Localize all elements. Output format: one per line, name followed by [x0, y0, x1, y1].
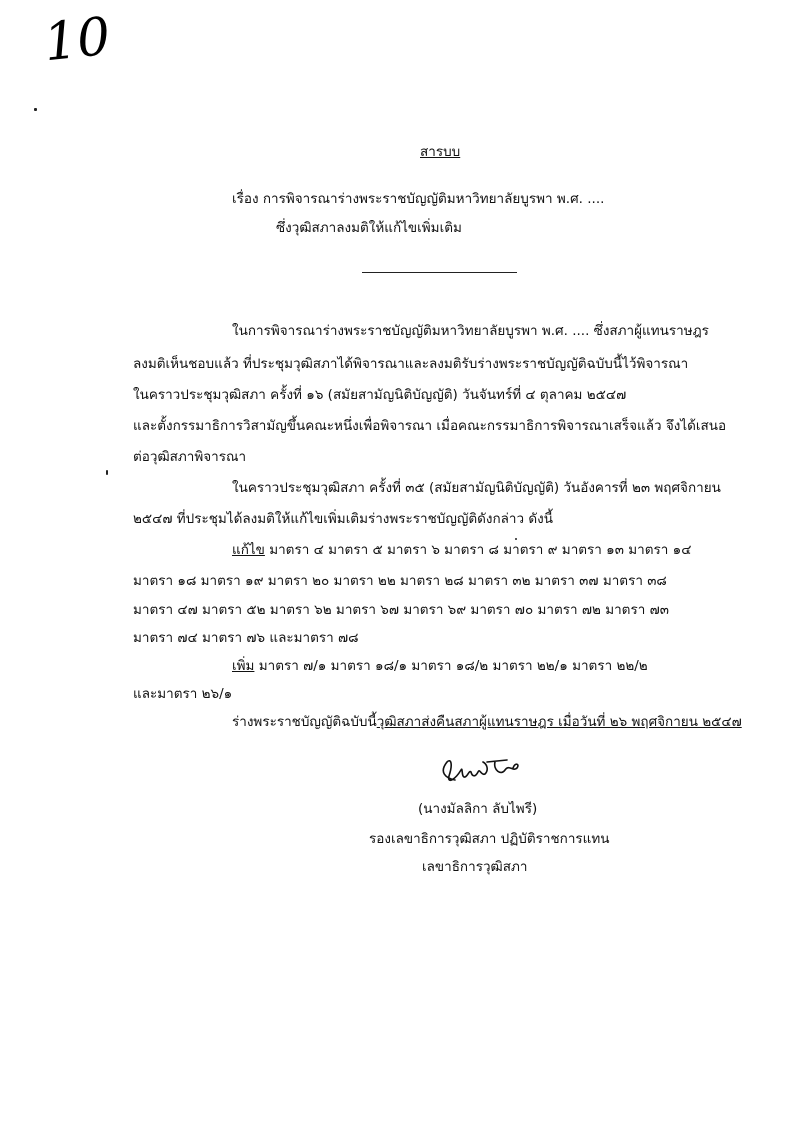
add-label: เพิ่ม: [232, 658, 255, 674]
paragraph-2-line-2: ๒๕๔๗ ที่ประชุมได้ลงมติให้แก้ไขเพิ่มเติมร่างพระราชบัญญัติดังกล่าว ดังนี้: [133, 511, 553, 527]
additions-line-1: [232, 660, 648, 674]
closing-underlined: วุฒิสภาส่งคืนสภาผู้แทนราษฎร เมื่อวันที่ ๒๖ พฤศจิกายน ๒๕๔๗: [376, 714, 742, 730]
closing-prefix: ร่างพระราชบัญญัติฉบับนี้: [232, 714, 377, 730]
paragraph-1-line-1: ในการพิจารณาร่างพระราชบัญญัติมหาวิทยาลัยบูรพา พ.ศ. .... ซึ่งสภาผู้แทนราษฎร: [232, 323, 709, 339]
subject-line-2: ซึ่งวุฒิสภาลงมติให้แก้ไขเพิ่มเติม: [276, 220, 462, 236]
amendments-line-1: [232, 544, 691, 558]
amend-sections-1: มาตรา ๔ มาตรา ๕ มาตรา ๖ มาตรา ๘ มาตรา ๙ มาตรา ๑๓ มาตรา ๑๔: [264, 542, 692, 558]
scan-speck: [34, 108, 37, 111]
signatory-name: (นางมัลลิกา ลับไพรี): [418, 801, 538, 817]
add-sections-2: และมาตรา ๒๖/๑: [133, 686, 233, 702]
separator-rule: [362, 272, 517, 273]
paragraph-1-line-5: ต่อวุฒิสภาพิจารณา: [133, 449, 247, 465]
paragraph-1-line-2: ลงมติเห็นชอบแล้ว ที่ประชุมวุฒิสภาได้พิจารณาและลงมติรับร่างพระราชบัญญัติฉบับนี้ไว้พิจารณา: [133, 356, 689, 372]
signatory-position-2: เลขาธิการวุฒิสภา: [422, 859, 528, 875]
amend-label: แก้ไข: [232, 542, 265, 558]
amend-sections-2: มาตรา ๑๘ มาตรา ๑๙ มาตรา ๒๐ มาตรา ๒๒ มาตรา ๒๘ มาตรา ๓๒ มาตรา ๓๗ มาตรา ๓๘: [133, 573, 667, 589]
scan-speck: [515, 538, 517, 540]
amend-sections-3: มาตรา ๔๗ มาตรา ๕๒ มาตรา ๖๒ มาตรา ๖๗ มาตรา ๖๙ มาตรา ๗๐ มาตรา ๗๒ มาตรา ๗๓: [133, 602, 669, 618]
scan-speck: [106, 470, 108, 475]
subject-line-1: เรื่อง การพิจารณาร่างพระราชบัญญัติมหาวิทยาลัยบูรพา พ.ศ. ....: [232, 191, 605, 207]
add-sections-1: มาตรา ๗/๑ มาตรา ๑๘/๑ มาตรา ๑๘/๒ มาตรา ๒๒/๑ มาตรา ๒๒/๒: [254, 658, 648, 674]
handwritten-signature: [425, 750, 535, 795]
paragraph-2-line-1: ในคราวประชุมวุฒิสภา ครั้งที่ ๓๕ (สมัยสามัญนิติบัญญัติ) วันอังคารที่ ๒๓ พฤศจิกายน: [232, 480, 721, 496]
amend-sections-4: มาตรา ๗๔ มาตรา ๗๖ และมาตรา ๗๘: [133, 630, 359, 646]
closing-line: [232, 716, 742, 730]
document-title: สารบบ: [420, 144, 461, 160]
handwritten-page-number: 10: [41, 6, 114, 74]
signatory-position-1: รองเลขาธิการวุฒิสภา ปฏิบัติราชการแทน: [369, 831, 610, 847]
paragraph-1-line-3: ในคราวประชุมวุฒิสภา ครั้งที่ ๑๖ (สมัยสามัญนิติบัญญัติ) วันจันทร์ที่ ๔ ตุลาคม ๒๕๔๗: [133, 387, 627, 403]
paragraph-1-line-4: และตั้งกรรมาธิการวิสามัญขึ้นคณะหนึ่งเพื่อพิจารณา เมื่อคณะกรรมาธิการพิจารณาเสร็จแล้ว จึงได้เสนอ: [133, 418, 727, 434]
